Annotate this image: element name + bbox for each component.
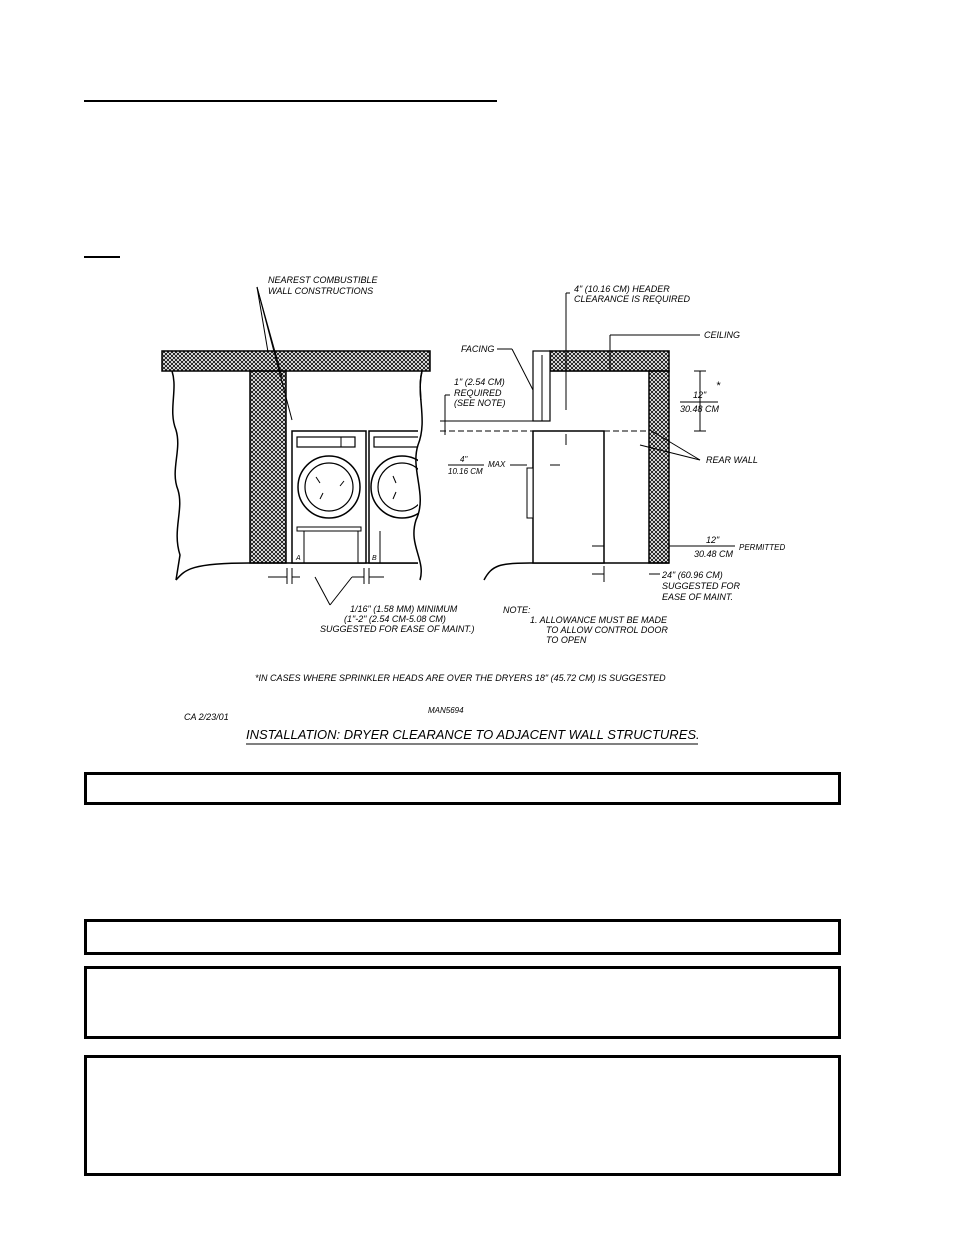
sprinkler-note: *IN CASES WHERE SPRINKLER HEADS ARE OVER THE DRYERS 18" (45.72 CM) IS SUGGESTED (255, 673, 666, 683)
notice-box-1 (84, 772, 841, 805)
max-4-cm: 10.16 CM (448, 467, 483, 476)
asterisk: * (716, 380, 721, 392)
dryer-side (533, 431, 604, 563)
required-label-2: REQUIRED (454, 388, 502, 398)
suggested-24-label-1: 24" (60.96 CM) (662, 570, 723, 580)
ceiling-slab (162, 351, 430, 371)
top-12-label: 12" (693, 390, 707, 400)
bottom-12-cm: 30.48 CM (694, 549, 734, 559)
gap-label-3: SUGGESTED FOR EASE OF MAINT.) (320, 624, 475, 634)
combustible-label-1: NEAREST COMBUSTIBLE (268, 275, 378, 285)
rear-wall (649, 371, 669, 563)
drawing-caption: INSTALLATION: DRYER CLEARANCE TO ADJACENT WALL STRUCTURES. (246, 727, 700, 742)
ceiling-label: CEILING (704, 330, 741, 340)
notice-box-3 (84, 966, 841, 1039)
dryer-a (292, 431, 366, 563)
side-wall (250, 371, 286, 563)
bottom-12-label: 12" (706, 535, 720, 545)
gap-label-1: 1/16" (1.58 MM) MINIMUM (350, 604, 458, 614)
note-line-1: 1. ALLOWANCE MUST BE MADE (530, 615, 668, 625)
max-label: MAX (488, 460, 506, 469)
combustible-label-2: WALL CONSTRUCTIONS (268, 286, 374, 296)
front-view (162, 275, 475, 634)
drawing-initials: CA 2/23/01 (184, 712, 229, 722)
note-line-2: TO ALLOW CONTROL DOOR (546, 625, 668, 635)
rear-wall-label: REAR WALL (706, 455, 758, 465)
facing-label: FACING (461, 344, 495, 354)
note-line-3: TO OPEN (546, 635, 587, 645)
dryer-a-label: A (296, 555, 301, 562)
header-label-2: CLEARANCE IS REQUIRED (574, 294, 691, 304)
gap-label-2: (1"-2" (2.54 CM-5.08 CM) (344, 614, 446, 624)
dryer-b-label: B (372, 555, 377, 562)
permitted-label: PERMITTED (739, 543, 786, 552)
suggested-24-label-3: EASE OF MAINT. (662, 592, 734, 602)
note-title: NOTE: (503, 605, 531, 615)
required-label-3: (SEE NOTE) (454, 398, 506, 408)
wall-break-left (172, 371, 180, 580)
suggested-24-label-2: SUGGESTED FOR (662, 581, 741, 591)
required-label-1: 1" (2.54 CM) (454, 377, 505, 387)
side-view (440, 284, 785, 645)
max-4-label: 4" (460, 455, 468, 464)
drawing-number: MAN5694 (428, 706, 464, 715)
notice-box-4 (84, 1055, 841, 1176)
header-label-1: 4" (10.16 CM) HEADER (574, 284, 670, 294)
notice-box-2 (84, 919, 841, 955)
top-12-cm: 30.48 CM (680, 404, 720, 414)
